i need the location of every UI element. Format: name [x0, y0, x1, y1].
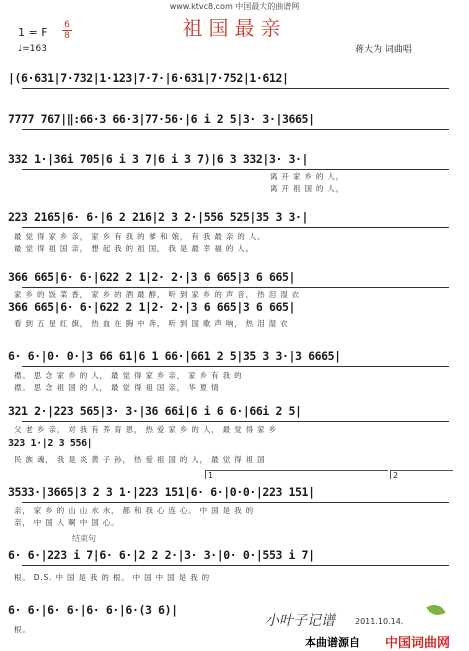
beam-line	[22, 169, 449, 170]
lyric-line: 民 族 魂， 我 是 炎 黄 子 孙， 热 爱 祖 国 的 人， 最 觉 得 祖 国	[14, 455, 266, 464]
beam-line	[22, 227, 449, 228]
tempo-marking: ♩=163	[18, 44, 47, 54]
notes: 223 2165|6· 6·|6 2 216|2 3 2·|556 525|35 3 3·|	[8, 210, 309, 224]
beam-line	[22, 88, 449, 89]
notes: 3533·|3665|3 2 3 1·|223 151|6· 6·|0·0·|223 151|	[8, 485, 315, 499]
notes: 6· 6·|6· 6·|6· 6·|6·(3 6)|	[8, 603, 178, 617]
beam-line	[22, 565, 449, 566]
time-denominator: 8	[64, 31, 70, 41]
music-line-6	[8, 349, 463, 365]
music-line-8	[8, 485, 463, 501]
site-banner: www.ktvc8.com 中国最大的曲谱网	[169, 2, 300, 11]
lyric-line: 襟。 思 念 家 乡 的 人， 最 觉 得 家 乡 亲， 家 乡 有 我 的	[14, 371, 243, 380]
leaf-logo-icon	[426, 602, 445, 619]
volta-bracket-1	[205, 470, 388, 479]
lyric-line: 家 乡 的 饭 菜 香， 家 乡 的 酒 最 醇， 听 到 家 乡 的 声 音， 热 泪 湿 衣	[14, 290, 300, 299]
lyric-line: 离 开 祖 国 的 人，	[270, 184, 345, 193]
source-brand: 中国词曲网	[385, 636, 451, 651]
beam-line	[22, 366, 449, 367]
music-line-7	[8, 404, 463, 420]
music-line-4	[8, 210, 463, 226]
ending-section-mark: 结束句	[72, 534, 96, 543]
lyric-line: 离 开 家 乡 的 人，	[270, 172, 345, 181]
time-signature	[62, 20, 72, 41]
music-line-7b	[8, 438, 463, 454]
music-line-5	[8, 270, 463, 286]
notes: 321 2·|223 565|3· 3·|36 66i|6 i 6 6·|66i 2 5|	[8, 404, 302, 418]
lyric-line: 父 老 乡 亲， 对 我 有 养 育 恩， 热 爱 家 乡 的 人， 最 觉 得 家 乡	[14, 425, 277, 434]
notes: 332 1·|36i 705|6 i 3 7|6 i 3 7)|6 3 332|3· 3·|	[8, 152, 309, 166]
volta-bracket-2	[390, 470, 453, 479]
lyric-line: 看 到 五 星 红 旗， 热 血 在 胸 中 奔， 听 到 国 歌 声 响， 热 泪 湿 衣	[14, 319, 289, 328]
notes: |(6·631|7·732|1·123|7·7·|6·631|7·752|1·612|	[8, 71, 289, 85]
beam-line	[22, 287, 449, 288]
music-line-9	[8, 548, 463, 564]
lyric-line: 亲， 中 国 人 啊 中 国 心。	[14, 518, 120, 527]
notes: 6· 6·|223 i 7|6· 6·|2 2 2·|3· 3·|0· 0·|553 i 7|	[8, 548, 315, 562]
beam-line	[22, 421, 449, 422]
lyric-line: 最 觉 得 祖 国 亲， 想 起 我 的 祖 国， 我 是 最 幸 福 的 人。	[14, 244, 254, 253]
transcriber-signature: 小叶子记谱	[265, 613, 335, 629]
notes: 6· 6·|0· 0·|3 66 61|6 1 66·|661 2 5|35 3 3·|3 6665|	[8, 349, 341, 363]
key-signature: 1 = F	[18, 26, 48, 39]
notes: 366 665|6· 6·|622 2 1|2· 2·|3 6 665|3 6 665|	[8, 270, 296, 284]
lyric-line: 根。	[14, 625, 31, 634]
lyric-line: 亲， 家 乡 的 山 山 水 水， 都 和 我 心 连 心。 中 国 是 我 的	[14, 506, 254, 515]
notes: 7777 767|‖:66·3 66·3|77·56·|6 i 2 5|3· 3·|3665|	[8, 112, 315, 126]
music-line-2	[8, 112, 463, 128]
beam-line	[22, 129, 449, 130]
notes: 366 665|6· 6·|622 2 1|2· 2·|3 6 665|3 6 665|	[8, 300, 296, 314]
music-line-3	[8, 152, 463, 168]
beam-line	[22, 502, 449, 503]
transcription-date: 2011.10.14.	[355, 617, 404, 626]
time-numerator: 6	[64, 20, 70, 30]
volta-number: 2	[393, 471, 399, 480]
music-line-10	[8, 603, 258, 619]
lyric-line: 根。 D.S. 中 国 是 我 的 根。 中 国 中 国 是 我 的	[14, 573, 210, 582]
song-title: 祖国最亲	[182, 16, 287, 40]
lyric-line: 襟。 思 念 祖 国 的 人， 最 觉 得 祖 国 亲， 华 夏 情	[14, 383, 220, 392]
volta-number: 1	[208, 471, 214, 480]
lyric-line: 最 觉 得 家 乡 亲， 家 乡 有 我 的 爹 和 娘， 有 我 最 亲 的 人。	[14, 232, 266, 241]
source-label: 本曲谱源自	[305, 636, 360, 649]
music-line-1	[8, 71, 463, 87]
notes: 323 1·|2 3 556|	[8, 438, 93, 449]
music-line-5b	[8, 300, 463, 316]
author-credit: 蒋大为 词曲唱	[355, 45, 412, 55]
